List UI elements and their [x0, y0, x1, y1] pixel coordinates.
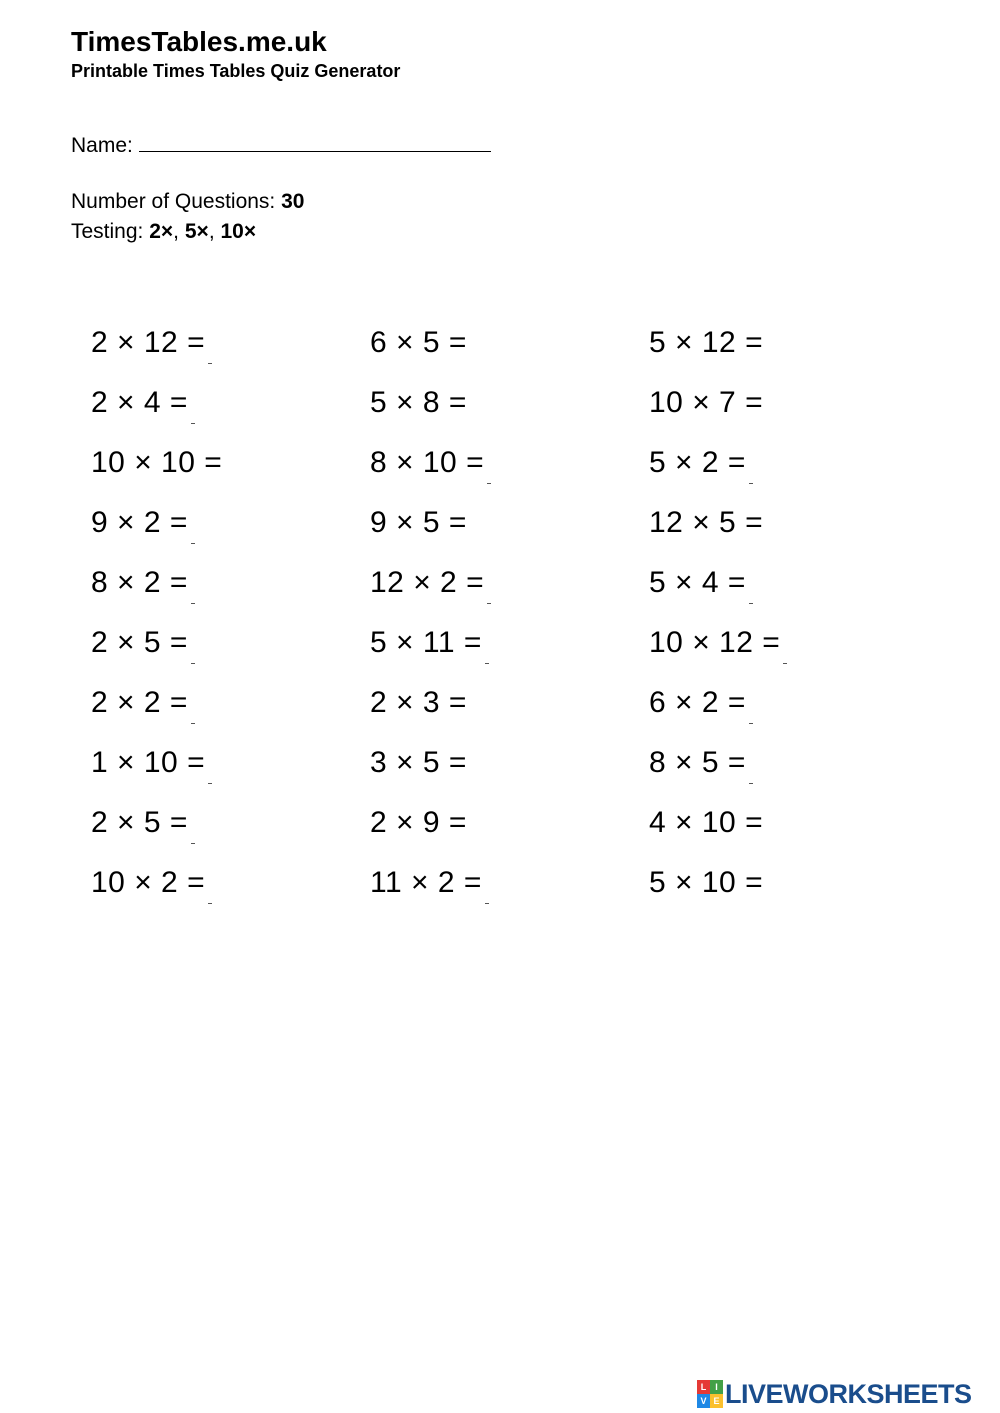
question [370, 566, 491, 604]
answer-blank[interactable] [749, 723, 753, 724]
question-text: 3 × 5 = [370, 746, 467, 779]
question-row [91, 686, 931, 746]
question-row [91, 806, 931, 866]
question [91, 626, 195, 664]
answer-blank[interactable] [191, 723, 195, 724]
question [649, 686, 753, 724]
answer-blank[interactable] [191, 543, 195, 544]
testing-label: Testing: [71, 220, 144, 243]
question [370, 386, 467, 420]
name-blank-line[interactable] [139, 131, 491, 152]
question-text: 6 × 2 = [649, 686, 746, 719]
question [649, 626, 787, 664]
question [91, 386, 195, 424]
question [91, 866, 212, 904]
testing-row [71, 220, 256, 244]
question-row [91, 446, 931, 506]
site-subtitle: Printable Times Tables Quiz Generator [71, 61, 401, 81]
question-text: 12 × 5 = [649, 506, 764, 539]
question [649, 386, 763, 420]
question-text: 2 × 5 = [91, 806, 188, 839]
answer-blank[interactable] [783, 663, 787, 664]
questions-value: 30 [281, 190, 305, 213]
question-text: 2 × 12 = [91, 326, 206, 359]
question-text: 8 × 2 = [91, 566, 188, 599]
liveworksheets-logo-icon [697, 1380, 723, 1408]
logo-letter: I [710, 1380, 723, 1394]
question [91, 446, 222, 480]
question [370, 626, 489, 664]
question [91, 686, 195, 724]
testing-value: 2× [149, 220, 174, 243]
name-label: Name: [71, 134, 133, 157]
question [91, 326, 212, 364]
question-grid [91, 326, 931, 926]
question-text: 9 × 5 = [370, 506, 467, 539]
question [370, 506, 467, 540]
question [91, 746, 212, 784]
question-text: 10 × 7 = [649, 386, 764, 419]
answer-blank[interactable] [749, 603, 753, 604]
question-text: 8 × 5 = [649, 746, 746, 779]
question [370, 806, 467, 840]
answer-blank[interactable] [208, 363, 212, 364]
question-text: 2 × 9 = [370, 806, 467, 839]
question-text: 5 × 10 = [649, 866, 764, 899]
question [649, 506, 763, 540]
site-title: TimesTables.me.uk [71, 26, 327, 57]
question [649, 866, 763, 900]
question-text: 2 × 3 = [370, 686, 467, 719]
testing-separator: , [173, 220, 180, 243]
testing-value: 5× [184, 220, 209, 243]
answer-blank[interactable] [485, 903, 489, 904]
question [370, 446, 491, 484]
testing-separator: , [208, 220, 215, 243]
question-text: 1 × 10 = [91, 746, 206, 779]
question-text: 10 × 2 = [91, 866, 206, 899]
question [649, 446, 753, 484]
question [370, 686, 467, 720]
answer-blank[interactable] [191, 663, 195, 664]
question-row [91, 746, 931, 806]
question-row [91, 326, 931, 386]
question [370, 746, 467, 780]
question-row [91, 626, 931, 686]
answer-blank[interactable] [487, 483, 491, 484]
question-text: 2 × 2 = [91, 686, 188, 719]
question-row [91, 566, 931, 626]
question [649, 326, 763, 360]
logo-letter: V [697, 1394, 710, 1408]
question-text: 12 × 2 = [370, 566, 485, 599]
question-row [91, 866, 931, 926]
question-text: 5 × 12 = [649, 326, 764, 359]
question [649, 566, 753, 604]
question-text: 10 × 12 = [649, 626, 781, 659]
answer-blank[interactable] [485, 663, 489, 664]
question-text: 5 × 8 = [370, 386, 467, 419]
question-text: 9 × 2 = [91, 506, 188, 539]
question-text: 4 × 10 = [649, 806, 764, 839]
answer-blank[interactable] [487, 603, 491, 604]
testing-value: 10× [220, 220, 257, 243]
question-text: 10 × 10 = [91, 446, 223, 479]
answer-blank[interactable] [208, 783, 212, 784]
question-text: 8 × 10 = [370, 446, 485, 479]
question [370, 866, 489, 904]
logo-letter: E [710, 1394, 723, 1408]
answer-blank[interactable] [749, 783, 753, 784]
question-text: 11 × 2 = [370, 866, 482, 899]
question [91, 566, 195, 604]
answer-blank[interactable] [749, 483, 753, 484]
question [91, 506, 195, 544]
question-text: 2 × 4 = [91, 386, 188, 419]
answer-blank[interactable] [191, 843, 195, 844]
question-text: 5 × 4 = [649, 566, 746, 599]
question [649, 806, 763, 840]
question [649, 746, 753, 784]
question-text: 5 × 2 = [649, 446, 746, 479]
number-of-questions [71, 190, 304, 214]
question-text: 6 × 5 = [370, 326, 467, 359]
question-row [91, 386, 931, 446]
question-text: 2 × 5 = [91, 626, 188, 659]
question-row [91, 506, 931, 566]
questions-label: Number of Questions: [71, 190, 276, 213]
logo-text: LIVEWORKSHEETS [725, 1378, 972, 1409]
question [370, 326, 467, 360]
answer-blank[interactable] [208, 903, 212, 904]
logo-letter: L [697, 1380, 710, 1394]
liveworksheets-logo[interactable] [697, 1378, 972, 1410]
name-row [71, 131, 491, 158]
answer-blank[interactable] [191, 603, 195, 604]
answer-blank[interactable] [191, 423, 195, 424]
question [91, 806, 195, 844]
question-text: 5 × 11 = [370, 626, 482, 659]
